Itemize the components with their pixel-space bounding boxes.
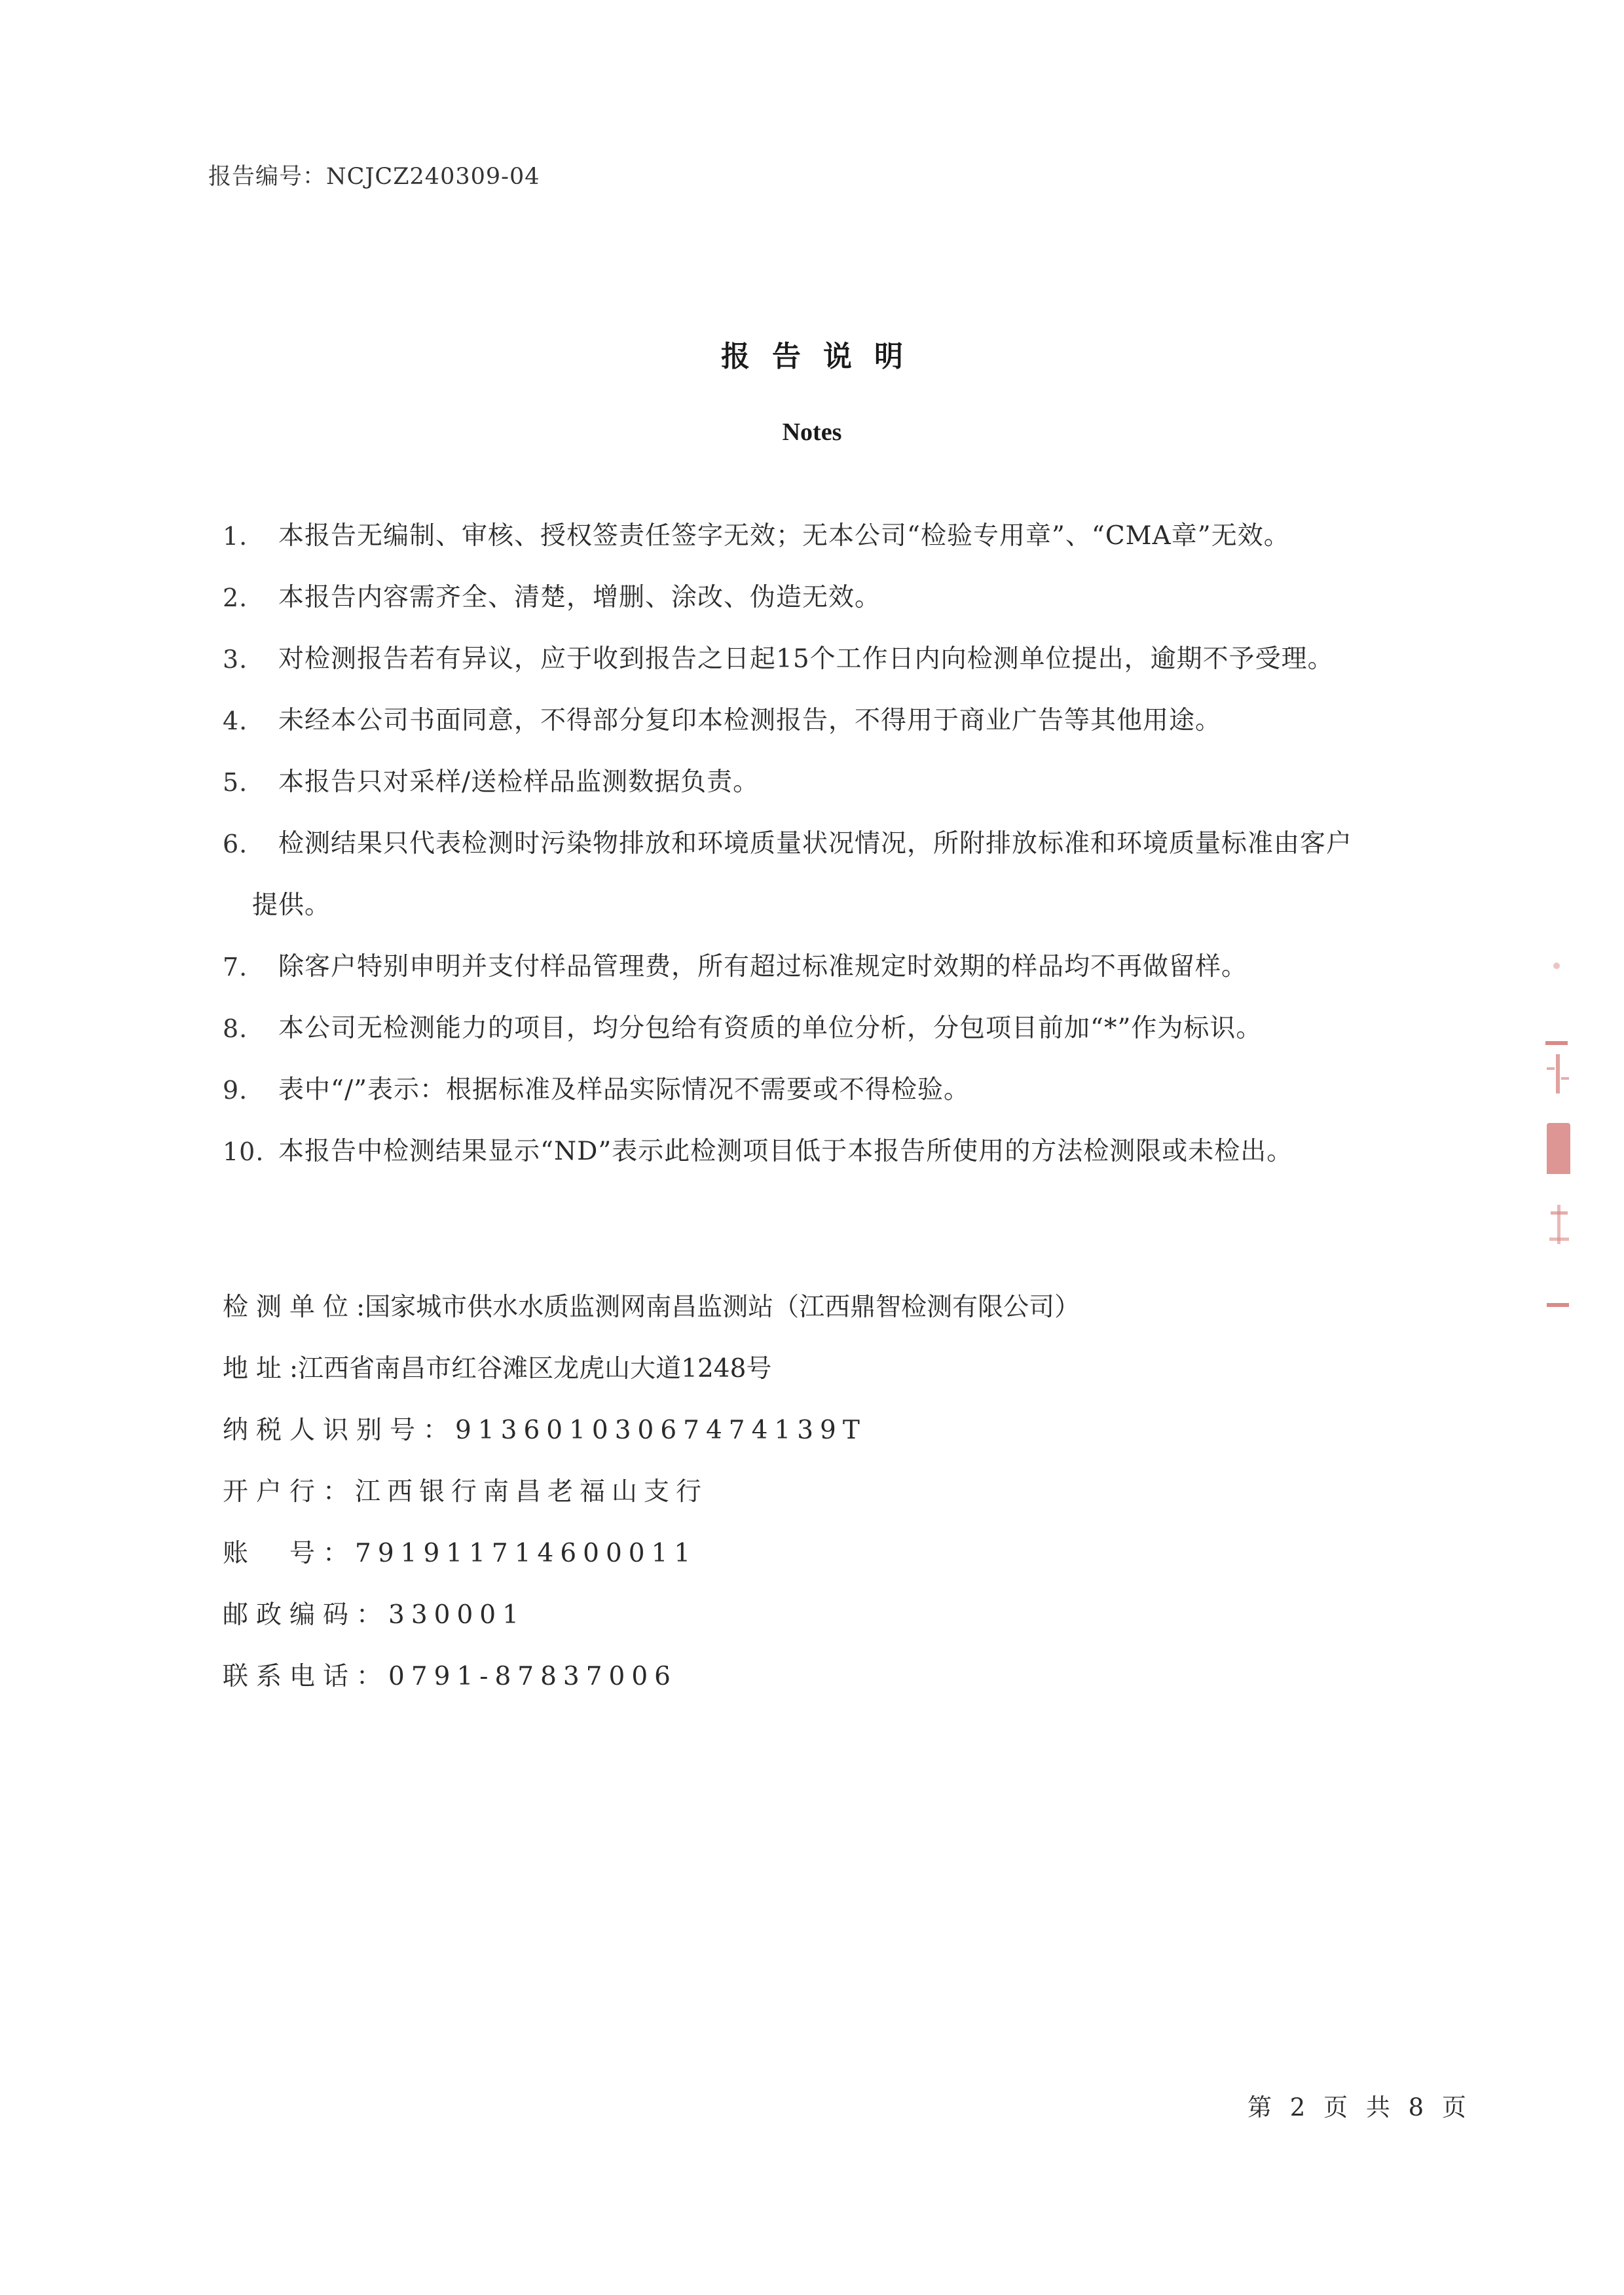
seal-mark (1561, 1077, 1569, 1080)
seal-mark (1553, 963, 1560, 969)
info-unit (223, 1277, 1080, 1338)
note-item (223, 936, 1414, 998)
info-address (223, 1338, 1080, 1400)
note-number: 5. (223, 768, 248, 797)
note-text: 表中“/”表示：根据标准及样品实际情况不需要或不得检验。 (278, 1075, 970, 1105)
page-subtitle: Notes (782, 418, 842, 446)
info-value: ：791911714600011 (323, 1539, 697, 1568)
note-number: 10. (223, 1137, 265, 1166)
note-item (223, 813, 1414, 936)
note-number: 2. (223, 583, 248, 612)
note-item (223, 1121, 1414, 1183)
notes-list (223, 505, 1414, 1183)
info-label: 纳税人识别号 (223, 1416, 424, 1445)
note-number: 4. (223, 707, 248, 735)
info-label: 联系电话 (223, 1662, 357, 1691)
info-phone (223, 1646, 1080, 1708)
info-value: :江西省南昌市红谷滩区龙虎山大道1248号 (289, 1354, 772, 1384)
note-text: 本报告内容需齐全、清楚，增删、涂改、伪造无效。 (278, 583, 881, 612)
page-number: 第 2 页 共 8 页 (1247, 2093, 1471, 2121)
info-label: 地址 (223, 1354, 290, 1384)
note-number: 7. (223, 953, 248, 982)
note-text: 除客户特别申明并支付样品管理费，所有超过标准规定时效期的样品均不再做留样。 (278, 952, 1248, 982)
note-text: 未经本公司书面同意，不得部分复印本检测报告，不得用于商业广告等其他用途。 (278, 706, 1222, 735)
note-number: 9. (223, 1076, 248, 1105)
note-item (223, 1059, 1414, 1121)
info-value: ：0791-87837006 (356, 1662, 677, 1691)
info-label: 检测单位 (223, 1293, 357, 1322)
info-bank (223, 1461, 1080, 1523)
page-title: 报告说明 (721, 340, 925, 373)
note-number: 3. (223, 645, 248, 674)
info-value: ：江西银行南昌老福山支行 (323, 1477, 709, 1507)
note-number: 1. (223, 522, 248, 551)
note-text: 本公司无检测能力的项目，均分包给有资质的单位分析，分包项目前加“*”作为标识。 (278, 1014, 1263, 1043)
note-text: 对检测报告若有异议，应于收到报告之日起15个工作日内向检测单位提出，逾期不予受理。 (278, 644, 1334, 674)
note-text: 本报告中检测结果显示“ND”表示此检测项目低于本报告所使用的方法检测限或未检出。 (278, 1137, 1293, 1166)
seal-mark (1547, 1123, 1570, 1174)
info-value: ：913601030674741​39T (423, 1416, 866, 1445)
seal-mark (1547, 1067, 1555, 1070)
info-value: ：330001 (356, 1600, 525, 1630)
seal-stamp-edge (1539, 963, 1578, 1329)
note-item (223, 998, 1414, 1059)
note-text: 本报告只对采样/送检样品监测数据负责。 (278, 767, 760, 797)
report-number: 报告编号：NCJCZ240309-04 (208, 164, 540, 190)
note-text-continuation: 提供。 (252, 890, 331, 920)
note-item (223, 690, 1414, 752)
note-item (223, 567, 1414, 629)
info-value: :国家城市供水水质监测网南昌监测站（江西鼎智检测有限公司） (356, 1293, 1080, 1322)
seal-mark (1556, 1054, 1560, 1093)
note-item (223, 629, 1414, 690)
note-number: 6. (223, 830, 248, 858)
info-label: 开户行 (223, 1477, 323, 1507)
info-postcode (223, 1585, 1080, 1646)
note-text: 检测结果只代表检测时污染物排放和环境质量状况情况，所附排放标准和环境质量标准由客户 (278, 829, 1353, 858)
seal-mark (1545, 1041, 1568, 1045)
seal-mark (1549, 1238, 1569, 1241)
note-number: 8. (223, 1014, 248, 1043)
info-account (223, 1523, 1080, 1585)
seal-mark (1547, 1303, 1569, 1307)
info-label: 邮政编码 (223, 1600, 357, 1630)
note-item (223, 505, 1414, 567)
info-tax-id (223, 1400, 1080, 1461)
note-item (223, 752, 1414, 813)
note-text: 本报告无编制、审核、授权签责任签字无效；无本公司“检验专用章”、“CMA章”无效。 (278, 521, 1290, 551)
info-label: 账 号 (223, 1539, 323, 1568)
company-info (223, 1277, 1080, 1708)
